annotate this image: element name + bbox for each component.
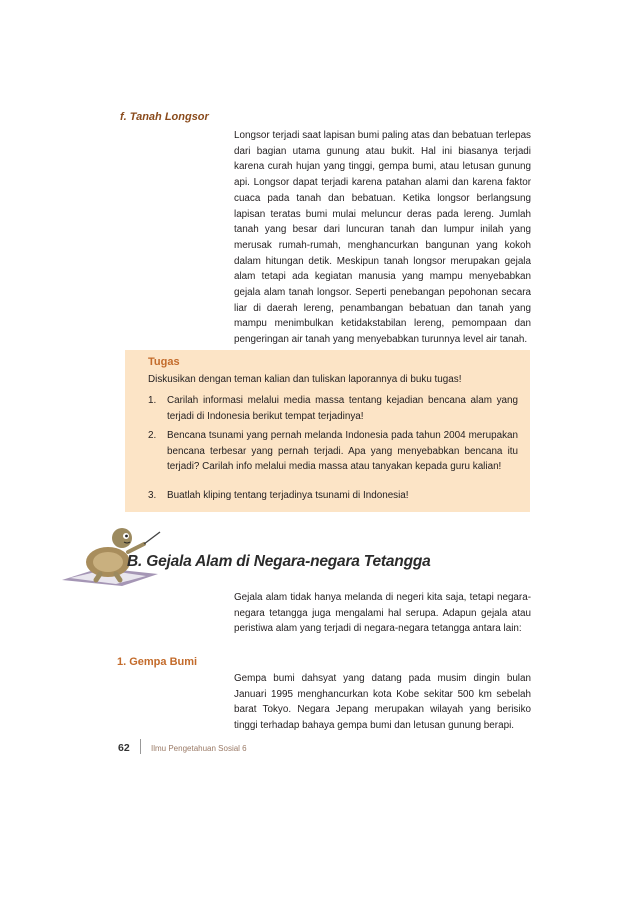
- tugas-item: [148, 428, 518, 475]
- subheading-gempa-bumi: 1. Gempa Bumi: [117, 656, 198, 668]
- tugas-title: Tugas: [148, 356, 180, 368]
- tugas-item-text: Carilah informasi melalui media massa tentang kejadian bencana alam yang terjadi di Indonesia berikut tempat terjadinya!: [167, 395, 518, 422]
- tugas-item-number: 3.: [148, 490, 157, 501]
- tugas-item-text: Buatlah kliping tentang terjadinya tsunami di Indonesia!: [167, 490, 409, 501]
- tugas-intro: Diskusikan dengan teman kalian dan tuliskan laporannya di buku tugas!: [148, 374, 462, 385]
- tugas-item: [148, 393, 518, 424]
- paragraph-gejala-alam: Gejala alam tidak hanya melanda di negeri kita saja, tetapi negara-negara tetangga juga mengalami hal serupa. Adapun gejala atau peristiwa alam yang terjadi di negara-negara tetangga antara lain:: [234, 592, 531, 635]
- footer-book-title: Ilmu Pengetahuan Sosial 6: [151, 744, 247, 753]
- subheading-tanah-longsor: f. Tanah Longsor: [120, 111, 209, 123]
- page-number: 62: [118, 742, 130, 754]
- tugas-item-text: Bencana tsunami yang pernah melanda Indonesia pada tahun 2004 merupakan bencana terbesar yang pernah terjadi. Apa yang menyebabkan bencana itu terjadi? Carilah info melalui media massa atau tanyakan kepada guru kalian!: [167, 430, 518, 473]
- section-heading-b: B. Gejala Alam di Negara-negara Tetangga: [127, 553, 431, 570]
- footer-divider: [140, 739, 141, 754]
- paragraph-longsor: Longsor terjadi saat lapisan bumi paling atas dan bebatuan terlepas dari bagian utama gunung atau bukit. Hal ini biasanya terjadi karena curah hujan yang tinggi, gempa bumi, atau letusan gunung api. Longsor dapat terjadi karena patahan alami dan karena faktor cuaca pada tanah dan bebatuan. Ketika longsor berlangsung lapisan teratas bumi mulai meluncur deras pada lereng. Jumlah tanah yang besar dari luncuran tanah dan lumpur inilah yang merusak rumah-rumah, menghancurkan bangunan yang kokoh dalam hitungan detik. Meskipun tanah longsor merupakan gejala alam tetapi ada kegiatan manusia yang mampu menyebabkan gejala alam tanah longsor. Seperti penebangan pepohonan secara liar di daerah lereng, penambangan bebatuan dan tanah yang mampu menimbulkan ketidakstabilan lereng, pemompaan dan pengeringan air tanah yang menyebabkan turunnya level air tanah.: [234, 130, 531, 346]
- tugas-item-number: 2.: [148, 430, 157, 441]
- tugas-item: [148, 488, 518, 504]
- paragraph-gempa-bumi: Gempa bumi dahsyat yang datang pada musim dingin bulan Januari 1995 menghancurkan kota Kobe sekitar 500 km sebelah barat Tokyo. Negara Jepang merupakan wilayah yang berisiko tinggi terhadap bahaya gempa bumi dan letusan gunung berapi.: [234, 673, 531, 732]
- tugas-item-number: 1.: [148, 395, 157, 406]
